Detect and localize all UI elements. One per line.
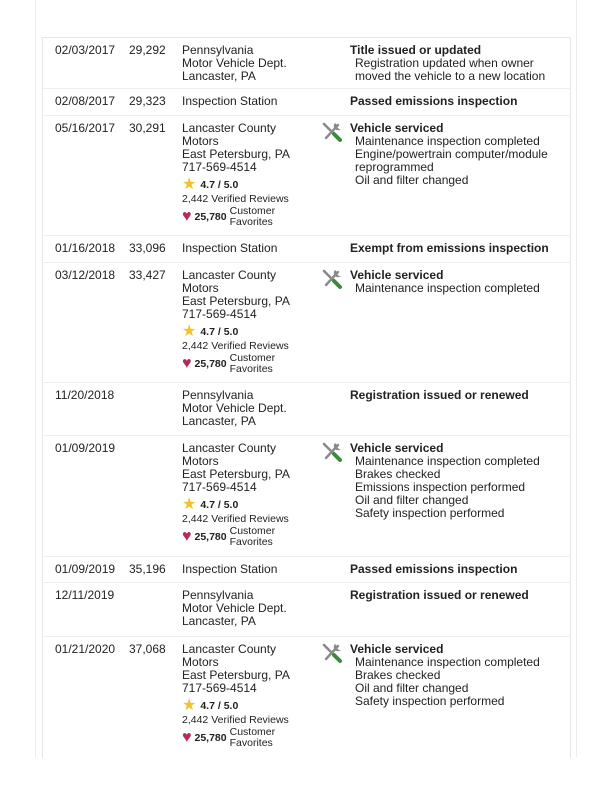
shop-name-cont[interactable]: Motors bbox=[182, 281, 219, 295]
history-record-row bbox=[43, 383, 570, 436]
history-record-row bbox=[43, 116, 570, 236]
record-detail-line: moved the vehicle to a new location bbox=[355, 69, 546, 83]
record-odometer: 29,323 bbox=[129, 94, 166, 108]
rating-value: 4.7 / 5.0 bbox=[200, 178, 239, 191]
star-icon: ★ bbox=[182, 176, 197, 193]
heart-icon: ♥ bbox=[182, 528, 192, 545]
record-source bbox=[182, 44, 312, 83]
wrench-screwdriver-icon bbox=[321, 268, 343, 290]
record-date: 01/16/2018 bbox=[55, 241, 116, 255]
record-detail-line: Engine/powertrain computer/module bbox=[355, 147, 548, 161]
favorites-label-cont: Favorites bbox=[229, 737, 273, 749]
record-detail-line: Brakes checked bbox=[355, 668, 441, 682]
shop-name[interactable]: Lancaster County bbox=[182, 121, 277, 135]
record-title: Vehicle serviced bbox=[350, 642, 444, 656]
history-record-row bbox=[43, 436, 570, 557]
record-detail-line: reprogrammed bbox=[355, 160, 434, 174]
record-source bbox=[182, 589, 312, 628]
shop-name-cont[interactable]: Motors bbox=[182, 655, 219, 669]
record-detail-line: Safety inspection performed bbox=[355, 506, 505, 520]
record-source bbox=[182, 122, 312, 228]
shop-city: East Petersburg, PA bbox=[182, 467, 290, 481]
shop-city: East Petersburg, PA bbox=[182, 294, 290, 308]
record-date: 02/08/2017 bbox=[55, 94, 116, 108]
record-title: Passed emissions inspection bbox=[350, 562, 518, 576]
record-details bbox=[350, 122, 565, 187]
record-source bbox=[182, 389, 312, 428]
record-date: 02/03/2017 bbox=[55, 43, 116, 57]
record-title: Exempt from emissions inspection bbox=[350, 241, 549, 255]
record-odometer: 30,291 bbox=[129, 121, 166, 135]
record-details bbox=[350, 95, 565, 108]
favorites-label-cont: Favorites bbox=[229, 363, 273, 375]
history-record-row bbox=[43, 637, 570, 766]
record-details bbox=[350, 643, 565, 708]
shop-name-cont[interactable]: Motors bbox=[182, 454, 219, 468]
customer-favorites bbox=[182, 353, 312, 375]
record-detail-line: Oil and filter changed bbox=[355, 173, 469, 187]
rating-value: 4.7 / 5.0 bbox=[200, 325, 239, 338]
customer-favorites bbox=[182, 727, 312, 749]
record-date: 03/12/2018 bbox=[55, 268, 116, 282]
history-record-row bbox=[43, 38, 570, 89]
record-odometer: 37,068 bbox=[129, 642, 166, 656]
record-details bbox=[350, 269, 565, 295]
favorites-count: 25,780 bbox=[194, 210, 227, 223]
record-title: Vehicle serviced bbox=[350, 441, 444, 455]
source-line: Lancaster, PA bbox=[182, 69, 256, 83]
shop-rating bbox=[182, 325, 312, 339]
favorites-count: 25,780 bbox=[194, 731, 227, 744]
shop-phone[interactable]: 717-569-4514 bbox=[182, 681, 257, 695]
star-icon: ★ bbox=[182, 496, 197, 513]
record-source bbox=[182, 95, 312, 108]
wrench-screwdriver-icon bbox=[321, 642, 343, 664]
record-title: Registration issued or renewed bbox=[350, 588, 529, 602]
record-date: 12/11/2019 bbox=[55, 588, 115, 602]
verified-reviews-link[interactable]: 2,442 Verified Reviews bbox=[182, 340, 289, 352]
favorites-label: Customer bbox=[229, 205, 276, 217]
record-details bbox=[350, 442, 565, 520]
rating-value: 4.7 / 5.0 bbox=[200, 699, 239, 712]
favorites-label: Customer bbox=[229, 525, 276, 537]
source-line: Inspection Station bbox=[182, 94, 278, 108]
shop-city: East Petersburg, PA bbox=[182, 147, 290, 161]
shop-phone[interactable]: 717-569-4514 bbox=[182, 480, 257, 494]
favorites-count: 25,780 bbox=[194, 530, 227, 543]
shop-rating bbox=[182, 498, 312, 512]
record-detail-line: Brakes checked bbox=[355, 467, 441, 481]
record-detail-line: Oil and filter changed bbox=[355, 493, 469, 507]
favorites-label: Customer bbox=[229, 352, 276, 364]
favorites-label-cont: Favorites bbox=[229, 536, 273, 548]
record-source bbox=[182, 242, 312, 255]
source-line: Pennsylvania bbox=[182, 588, 254, 602]
shop-name[interactable]: Lancaster County bbox=[182, 441, 277, 455]
star-icon: ★ bbox=[182, 697, 197, 714]
record-title: Vehicle serviced bbox=[350, 121, 444, 135]
history-record-row bbox=[43, 236, 570, 263]
wrench-screwdriver-icon bbox=[321, 121, 343, 143]
history-record-row bbox=[43, 89, 570, 116]
source-line: Inspection Station bbox=[182, 562, 278, 576]
source-line: Motor Vehicle Dept. bbox=[182, 401, 287, 415]
record-date: 01/09/2019 bbox=[55, 441, 116, 455]
heart-icon: ♥ bbox=[182, 355, 192, 372]
record-detail-line: Oil and filter changed bbox=[355, 681, 469, 695]
source-line: Pennsylvania bbox=[182, 43, 254, 57]
record-details bbox=[350, 563, 565, 576]
rating-value: 4.7 / 5.0 bbox=[200, 498, 239, 511]
shop-phone[interactable]: 717-569-4514 bbox=[182, 307, 257, 321]
source-line: Motor Vehicle Dept. bbox=[182, 56, 287, 70]
favorites-label-cont: Favorites bbox=[229, 216, 273, 228]
star-icon: ★ bbox=[182, 323, 197, 340]
shop-rating bbox=[182, 178, 312, 192]
shop-city: East Petersburg, PA bbox=[182, 668, 290, 682]
record-detail-line: Maintenance inspection completed bbox=[355, 655, 540, 669]
record-details bbox=[350, 242, 565, 255]
record-title: Vehicle serviced bbox=[350, 268, 444, 282]
shop-name[interactable]: Lancaster County bbox=[182, 268, 277, 282]
verified-reviews-link[interactable]: 2,442 Verified Reviews bbox=[182, 513, 289, 525]
history-record-row bbox=[43, 583, 570, 637]
record-detail-line: Emissions inspection performed bbox=[355, 480, 526, 494]
record-date: 05/16/2017 bbox=[55, 121, 116, 135]
verified-reviews-link[interactable]: 2,442 Verified Reviews bbox=[182, 193, 289, 205]
favorites-count: 25,780 bbox=[194, 357, 227, 370]
record-odometer: 33,096 bbox=[129, 241, 166, 255]
record-source bbox=[182, 269, 312, 375]
record-title: Title issued or updated bbox=[350, 43, 482, 57]
source-line: Inspection Station bbox=[182, 241, 278, 255]
record-source bbox=[182, 563, 312, 576]
shop-name[interactable]: Lancaster County bbox=[182, 642, 277, 656]
record-title: Registration issued or renewed bbox=[350, 388, 529, 402]
record-detail-line: Safety inspection performed bbox=[355, 694, 505, 708]
customer-favorites bbox=[182, 206, 312, 228]
record-details bbox=[350, 389, 565, 402]
record-odometer: 33,427 bbox=[129, 268, 166, 282]
customer-favorites bbox=[182, 526, 312, 548]
vehicle-history-table bbox=[42, 37, 571, 758]
favorites-label: Customer bbox=[229, 726, 276, 738]
source-line: Motor Vehicle Dept. bbox=[182, 601, 287, 615]
record-date: 01/09/2019 bbox=[55, 562, 116, 576]
record-odometer: 35,196 bbox=[129, 562, 166, 576]
history-record-row bbox=[43, 263, 570, 383]
record-odometer: 29,292 bbox=[129, 43, 166, 57]
shop-phone[interactable]: 717-569-4514 bbox=[182, 160, 257, 174]
record-details bbox=[350, 44, 565, 83]
record-source bbox=[182, 442, 312, 548]
verified-reviews-link[interactable]: 2,442 Verified Reviews bbox=[182, 714, 289, 726]
shop-name-cont[interactable]: Motors bbox=[182, 134, 219, 148]
history-record-row bbox=[43, 557, 570, 583]
record-detail-line: Registration updated when owner bbox=[355, 56, 534, 70]
shop-rating bbox=[182, 699, 312, 713]
record-date: 01/21/2020 bbox=[55, 642, 116, 656]
heart-icon: ♥ bbox=[182, 729, 192, 746]
source-line: Pennsylvania bbox=[182, 388, 254, 402]
record-detail-line: Maintenance inspection completed bbox=[355, 454, 540, 468]
source-line: Lancaster, PA bbox=[182, 414, 256, 428]
wrench-screwdriver-icon bbox=[321, 441, 343, 463]
source-line: Lancaster, PA bbox=[182, 614, 256, 628]
record-detail-line: Maintenance inspection completed bbox=[355, 134, 540, 148]
record-detail-line: Maintenance inspection completed bbox=[355, 281, 540, 295]
record-source bbox=[182, 643, 312, 749]
heart-icon: ♥ bbox=[182, 208, 192, 225]
record-details bbox=[350, 589, 565, 602]
record-date: 11/20/2018 bbox=[55, 388, 115, 402]
record-title: Passed emissions inspection bbox=[350, 94, 518, 108]
